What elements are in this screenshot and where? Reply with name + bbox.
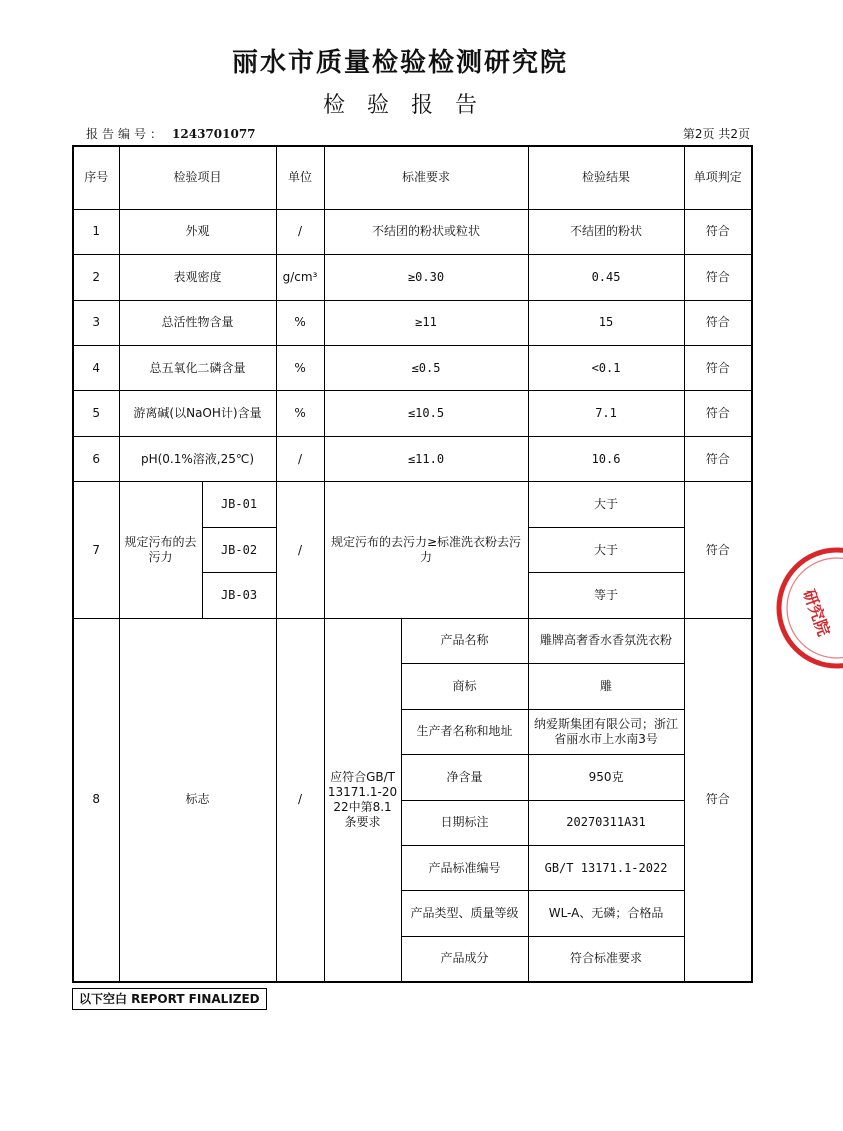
table-header-row [73,146,752,209]
row-requirement: ≤11.0 [324,436,528,481]
header-cell-item: 检验项目 [119,146,276,209]
row-no: 3 [73,300,119,345]
row-unit: / [276,436,324,481]
row-result: 不结团的粉状 [528,209,684,254]
row-requirement: 应符合GB/T 13171.1-2022中第8.1条要求 [324,618,401,982]
row-requirement: ≤10.5 [324,391,528,436]
sub-item-result: 大于 [528,527,684,572]
sub-item-result: 大于 [528,482,684,527]
sub-item-name: 商标 [401,664,528,709]
table-row [73,482,752,527]
sub-item-result: GB/T 13171.1-2022 [528,845,684,890]
row-judgement: 符合 [684,618,752,982]
row-no: 7 [73,482,119,618]
page-info: 第2页 共2页 [682,127,750,141]
sub-item-name: JB-03 [202,573,276,618]
sub-item-result: 950克 [528,755,684,800]
row-item: 总五氧化二磷含量 [119,346,276,391]
row-unit: % [276,346,324,391]
row-requirement: 不结团的粉状或粒状 [324,209,528,254]
sub-item-name: 生产者名称和地址 [401,709,528,754]
header-cell-unit: 单位 [276,146,324,209]
report-number-label: 报告编号： [86,127,167,141]
sub-item-result: 雕牌高奢香水香氛洗衣粉 [528,618,684,663]
sub-item-result: 20270311A31 [528,800,684,845]
row-item: 外观 [119,209,276,254]
row-requirement: ≥0.30 [324,255,528,300]
row-requirement: 规定污布的去污力≥标准洗衣粉去污力 [324,482,528,618]
row-item: 表观密度 [119,255,276,300]
sub-item-name: JB-01 [202,482,276,527]
row-result: 15 [528,300,684,345]
row-item: 规定污布的去污力 [119,482,202,618]
report-number [86,125,256,142]
row-judgement: 符合 [684,391,752,436]
inspection-table [72,145,753,983]
sub-item-result: 雕 [528,664,684,709]
row-item: 标志 [119,618,276,982]
seal-text: 研究院 [799,586,834,639]
row-no: 8 [73,618,119,982]
row-no: 6 [73,436,119,481]
row-unit: / [276,209,324,254]
report-end-mark: 以下空白 REPORT FINALIZED [72,988,267,1010]
table-row [73,391,752,436]
table-row [73,618,752,663]
table-row [73,300,752,345]
row-judgement: 符合 [684,436,752,481]
sub-item-name: 日期标注 [401,800,528,845]
row-no: 2 [73,255,119,300]
table-row [73,209,752,254]
official-seal-stamp [757,540,843,676]
header-cell-result: 检验结果 [528,146,684,209]
sub-item-name: 产品成分 [401,936,528,982]
row-result: <0.1 [528,346,684,391]
header-cell-no: 序号 [73,146,119,209]
row-item: pH(0.1%溶液,25℃) [119,436,276,481]
sub-item-result: 等于 [528,573,684,618]
row-requirement: ≤0.5 [324,346,528,391]
header-cell-requirement: 标准要求 [324,146,528,209]
row-unit: % [276,391,324,436]
sub-item-name: 净含量 [401,755,528,800]
row-unit: / [276,618,324,982]
table-row [73,436,752,481]
document-title: 检验报告 [322,93,499,118]
header-cell-judgement: 单项判定 [684,146,752,209]
sub-item-result: 符合标准要求 [528,936,684,982]
row-no: 4 [73,346,119,391]
row-judgement: 符合 [684,255,752,300]
row-result: 7.1 [528,391,684,436]
sub-item-name: 产品类型、质量等级 [401,891,528,936]
row-result: 0.45 [528,255,684,300]
row-unit: % [276,300,324,345]
report-number-value: 1243701077 [172,127,256,141]
organization-name: 丽水市质量检验检测研究院 [231,48,568,78]
sub-item-name: 产品名称 [401,618,528,663]
sub-item-name: JB-02 [202,527,276,572]
row-judgement: 符合 [684,300,752,345]
row-result: 10.6 [528,436,684,481]
row-judgement: 符合 [684,482,752,618]
row-unit: g/cm³ [276,255,324,300]
row-unit: / [276,482,324,618]
sub-item-result: 纳爱斯集团有限公司；浙江省丽水市上水南3号 [528,709,684,754]
row-requirement: ≥11 [324,300,528,345]
table-row [73,255,752,300]
row-no: 1 [73,209,119,254]
table-row [73,346,752,391]
row-no: 5 [73,391,119,436]
sub-item-name: 产品标准编号 [401,845,528,890]
row-item: 游离碱(以NaOH计)含量 [119,391,276,436]
row-item: 总活性物含量 [119,300,276,345]
row-judgement: 符合 [684,209,752,254]
row-judgement: 符合 [684,346,752,391]
sub-item-result: WL-A、无磷；合格品 [528,891,684,936]
